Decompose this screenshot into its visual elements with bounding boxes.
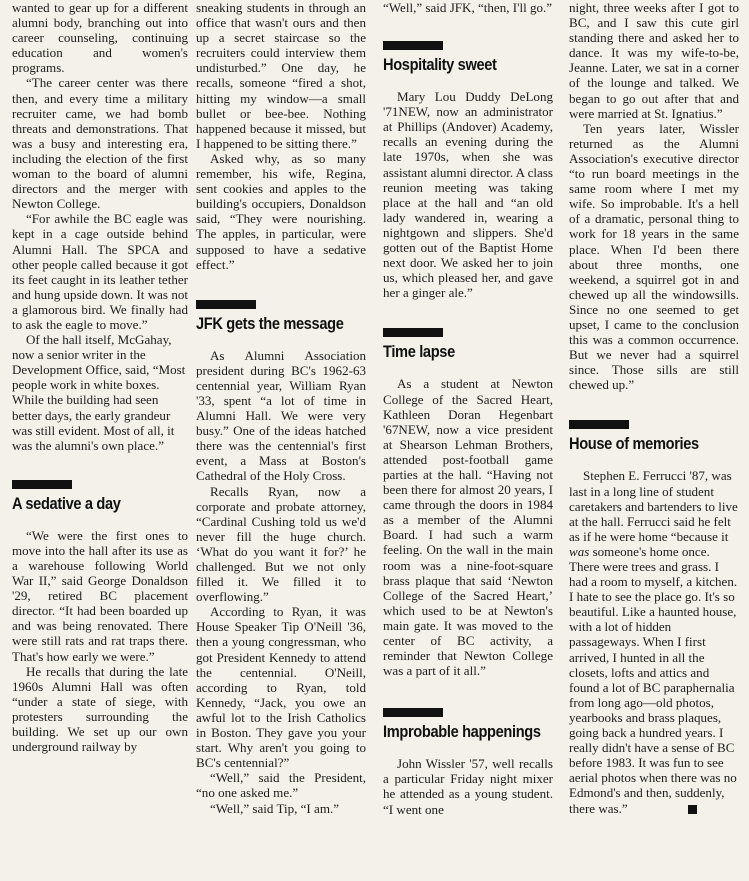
paragraph: Asked why, as so many remember, his wife, Regina, sent cookies and apples to the building's occupiers, Donaldson said, “They were nourishing. The apples, in particular, were supposed to have a sedative effect.” xyxy=(196,150,366,272)
section-rule xyxy=(12,480,72,489)
paragraph: Ten years later, Wissler returned as the Alumni Association's executive director “to run board meetings in the same room where I met my wife. So improbable. It's a hell of a dramatic, personal thing to work for 18 years in the same place. When I'd been there about three months, one weekend, a squirrel got in and chewed up all the windowsills. Since no one seemed to get upset, I came to the conclusion this was a common occurrence. But we never had a squirrel since. Those sills are still chewed up.” xyxy=(569,120,739,393)
section-hospitality xyxy=(383,41,553,300)
section-heading: Time lapse xyxy=(383,342,455,362)
paragraph: “Well,” said JFK, “then, I'll go.” xyxy=(383,0,553,15)
section-rule xyxy=(383,328,443,337)
section-rule xyxy=(569,420,629,429)
paragraph: “We were the first ones to move into the hall after its use as a warehouse following World War II,” said George Donaldson '29, retired BC placement director. “It had been boarded up and was being renovated. There were still rats and rat traps there. That's how early we were.” xyxy=(12,527,188,664)
paragraph: He recalls that during the late 1960s Alumni Hall was often “under a state of siege, with protesters surrounding the building. We set up our own underground railway by xyxy=(12,663,188,755)
paragraph: night, three weeks after I got to BC, and I saw this cute girl standing there and asked her to dance. It was my wife-to-be, Jeanne. Later, we sat in a corner of the lounge and talked. We began to go out after that and were married at St. Ignatius.” xyxy=(569,0,739,121)
column-3 xyxy=(383,0,553,817)
emphasis: was xyxy=(569,543,590,559)
paragraph: Mary Lou Duddy DeLong '71NEW, now an administrator at Phillips (Andover) Academy, recalls an evening during the late 1970s, when she was assistant alumni director. A class reunion meeting was taking place at the hall and “an old lady wandered in, wearing a nightgown and slippers. She'd gotten out of the Baptist Home next door. We asked her to join us, which pleased her, and gave her a ginger ale.” xyxy=(383,89,553,301)
section-rule xyxy=(196,300,256,309)
section-heading: Improbable happenings xyxy=(383,722,541,742)
section-improbable xyxy=(383,708,553,816)
column-1 xyxy=(12,0,188,754)
paragraph: Recalls Ryan, now a corporate and probate attorney, “Cardinal Cushing told us we'd never fill the huge church. ‘What do you want it for?’ he challenged. But we not only filled it. We filled it to overflowing.” xyxy=(196,483,366,605)
section-house xyxy=(569,420,739,815)
paragraph-text: Stephen E. Ferrucci '87, was last in a long line of student caretakers and bartenders to live at the hall. Ferrucci said he felt as if he were home “because it xyxy=(569,468,738,544)
paragraph: wanted to gear up for a different alumni body, branching out into career counseling, continuing education and women's programs. xyxy=(12,0,188,76)
section-timelapse xyxy=(383,328,553,678)
paragraph xyxy=(569,468,739,815)
column-4 xyxy=(569,0,739,816)
section-heading: House of memories xyxy=(569,434,699,454)
paragraph: As a student at Newton College of the Sacred Heart, Kathleen Doran Hegenbart '67NEW, now a vice president at Shearson Lehman Brothers, attended post-football game parties at the hall. “Having not been there for almost 20 years, I came through the doors in 1984 as a member of the Alumni Board. I had such a warm feeling. On the wall in the main room was a nine-foot-square brass plaque that said ‘Newton College of the Sacred Heart,’ which used to be at Newton's main gate. It was moved to the center of BC activity, a reminder that Newton College was a part of it all.” xyxy=(383,376,553,679)
paragraph: “The career center was there then, and every time a military recruiter came, we had bomb threats and demonstrations. That was a busy and interesting era, including the election of the first woman to the board of alumni directors and the merger with Newton College. xyxy=(12,75,188,212)
section-rule xyxy=(383,41,443,50)
section-heading: Hospitality sweet xyxy=(383,55,497,75)
section-heading: A sedative a day xyxy=(12,493,121,513)
paragraph: sneaking students in through an office that wasn't ours and then up a secret staircase so the recruiters could interview them undisturbed.” One day, he recalls, someone “fired a shot, hitting my window—a small bullet or bee-bee. Nothing happened because it missed, but I happened to be sitting there.” xyxy=(196,0,366,151)
end-of-article-mark xyxy=(688,805,697,814)
paragraph: Of the hall itself, McGahay, now a senior writer in the Development Office, said, “Most people work in white boxes. While the building had seen better days, the early grandeur was still evident. Most of all, it was the alumni's own place.” xyxy=(12,332,186,453)
section-heading: JFK gets the message xyxy=(196,313,344,333)
paragraph: According to Ryan, it was House Speaker Tip O'Neill '36, then a young congressman, who got President Kennedy to attend the centennial. O'Neill, according to Ryan, told Kennedy, “Jack, you owe an awful lot to the Irish Catholics in Boston. They gave you your start. Why aren't you going to BC's centennial?” xyxy=(196,604,366,771)
section-sedative xyxy=(12,480,188,754)
section-rule xyxy=(383,708,443,717)
column-2 xyxy=(196,0,366,816)
paragraph: “Well,” said Tip, “I am.” xyxy=(210,800,340,816)
paragraph: “Well,” said the President, “no one asked me.” xyxy=(196,770,366,801)
paragraph-text: someone's home once. There were trees and grass. I had a room to myself, a kitchen. I hate to see the place go. It's so beautiful. Like a haunted house, with a lot of hidden passageways. When I first arrived, I hunted in all the closets, lofts and attics and found a lot of BC paraphernalia from long ago—old photos, yearbooks and brass plaques, going back a hundred years. I really didn't have a sense of BC before 1983. It was fun to see aerial photos when there was no Edmond's and then, suddenly, there was.” xyxy=(569,543,738,816)
paragraph: As Alumni Association president during BC's 1962-63 centennial year, William Ryan '33, spent “a lot of time in Alumni Hall. We were very busy.” One of the ideas hatched there was the centennial's first event, a Mass at Boston's Cathedral of the Holy Cross. xyxy=(196,347,366,484)
paragraph: “For awhile the BC eagle was kept in a cage outside behind Alumni Hall. The SPCA and other people called because it got its feet caught in its leather tether and hung upside down. It was not a glamorous bird. We finally had to ask the eagle to move.” xyxy=(12,211,188,332)
section-jfk xyxy=(196,300,366,816)
paragraph: John Wissler '57, well recalls a particular Friday night mixer he attended as a young student. “I went one xyxy=(383,756,553,817)
